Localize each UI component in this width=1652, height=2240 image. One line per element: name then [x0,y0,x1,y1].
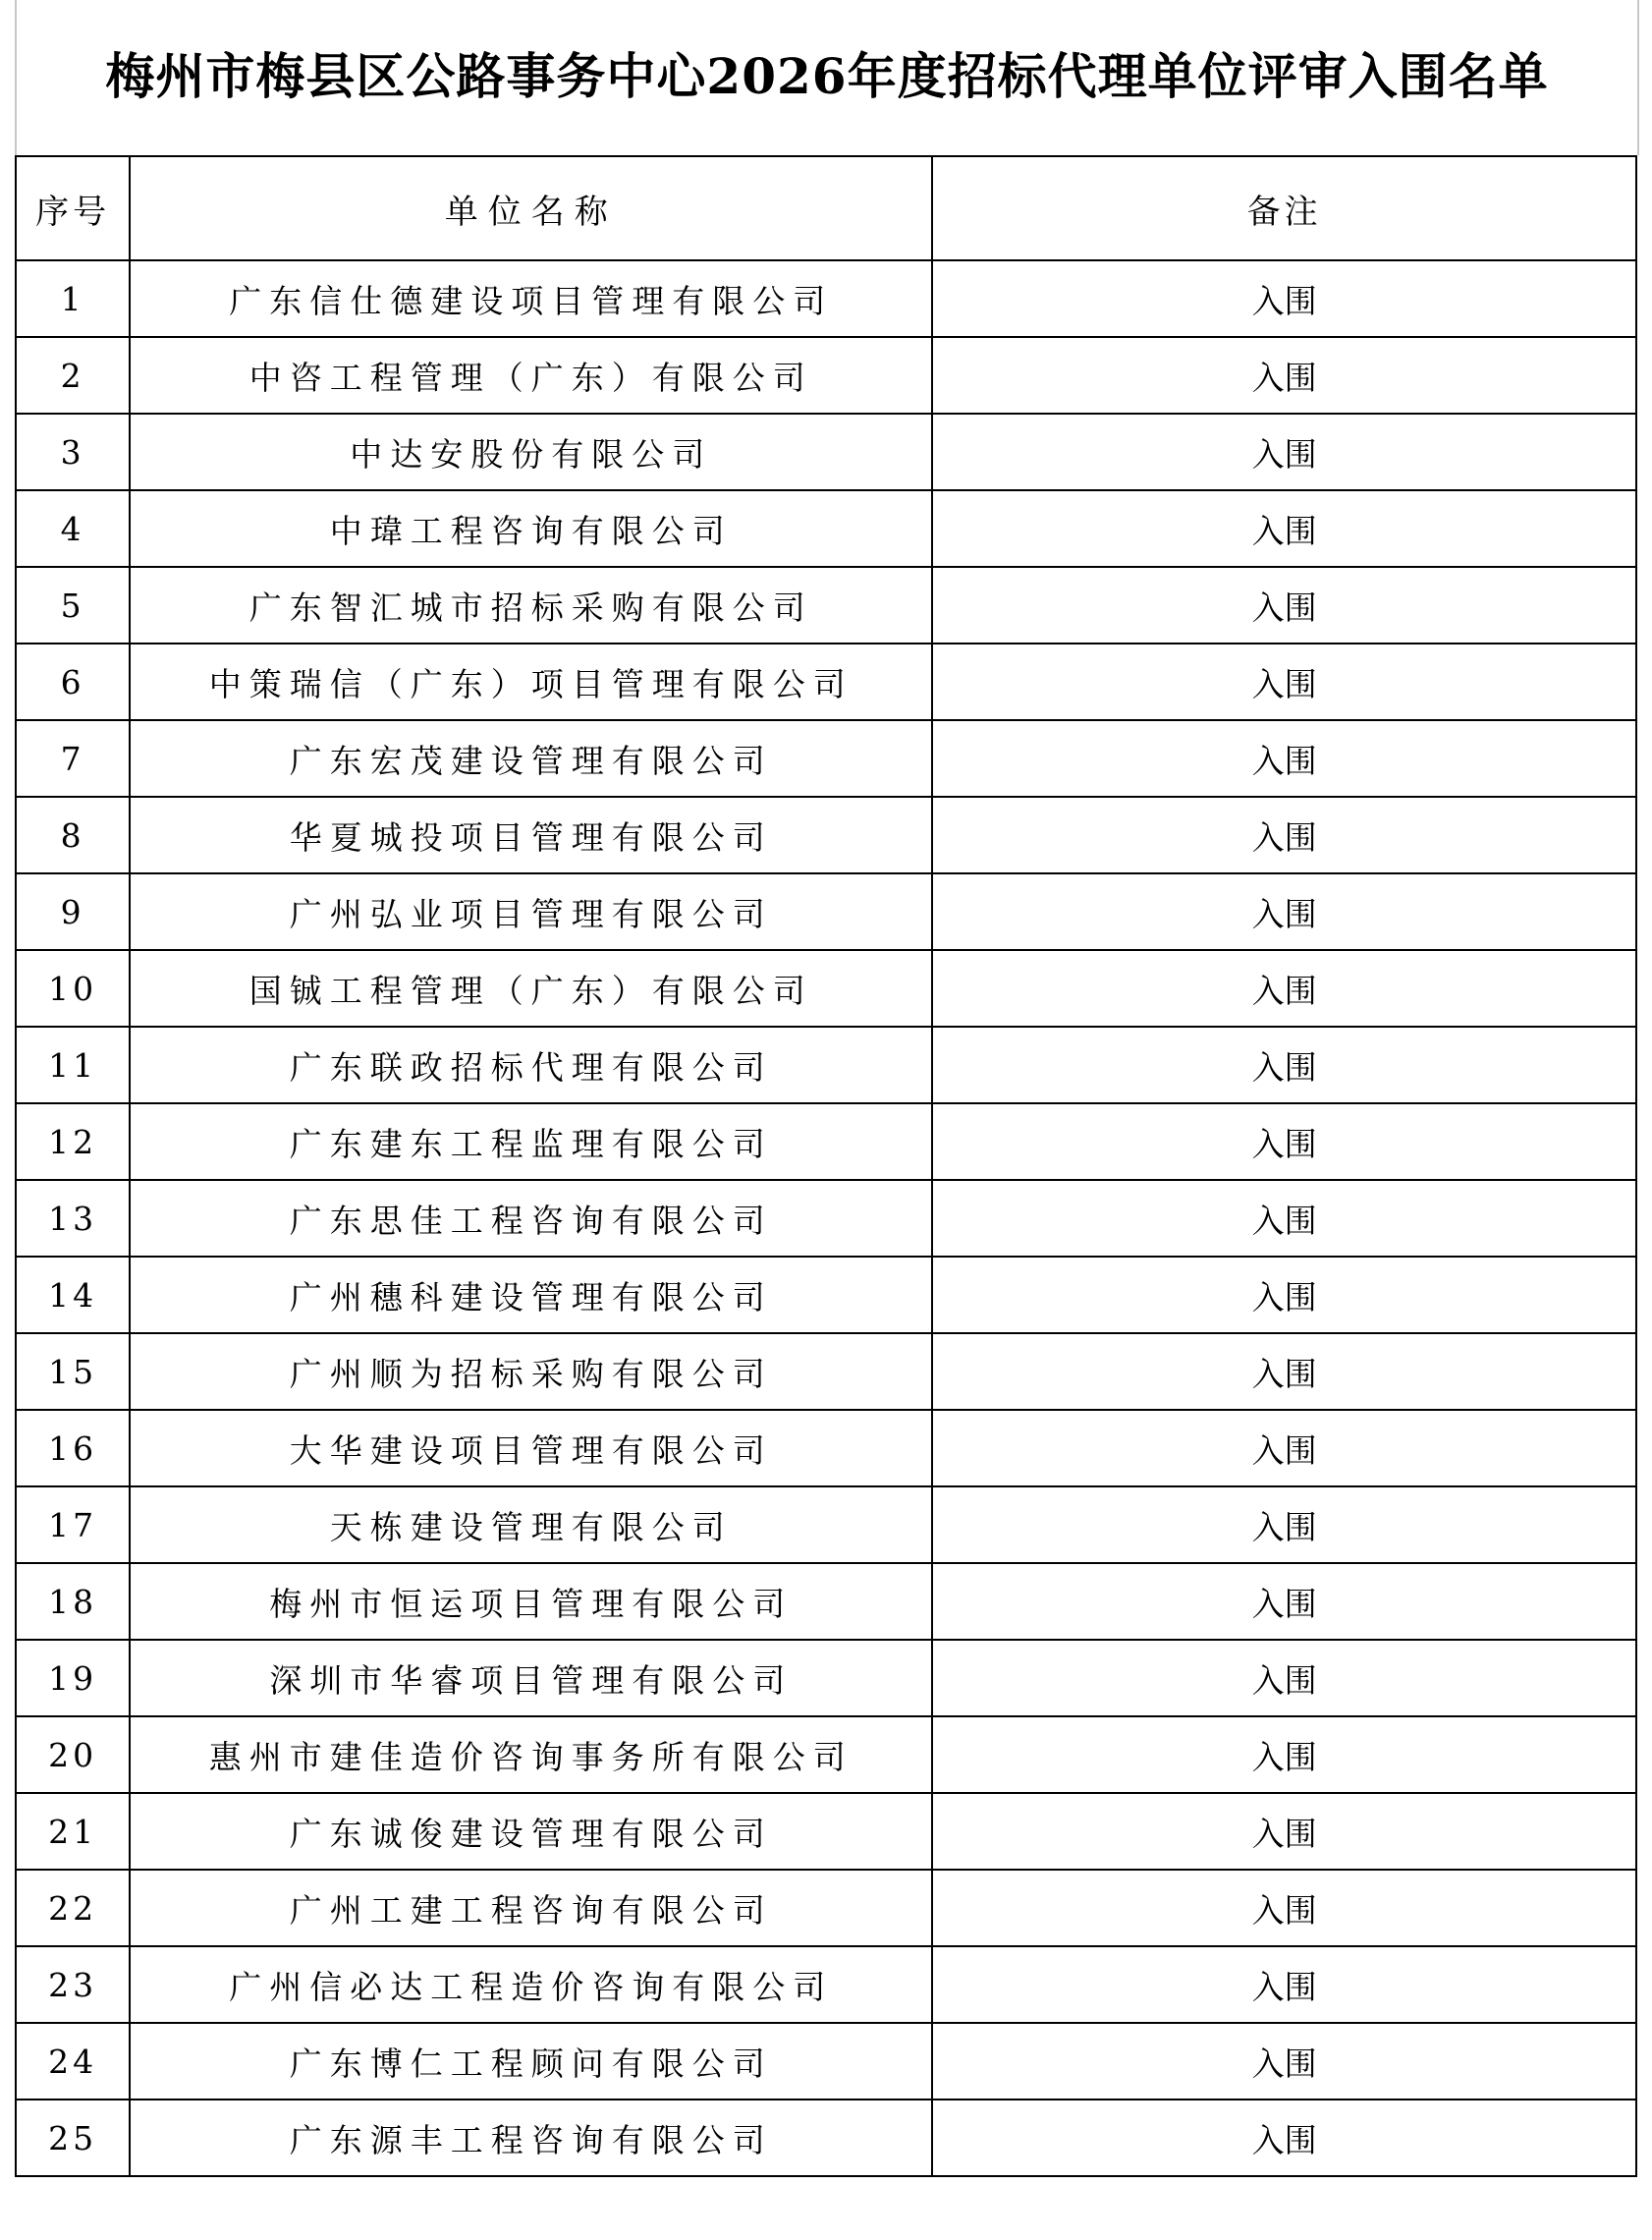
table-row [16,797,1636,873]
unit-name-cell: 广东信仕德建设项目管理有限公司 [130,260,932,337]
remarks-cell: 入围 [932,1486,1636,1563]
remarks-cell: 入围 [932,644,1636,720]
serial-number-cell: 2 [16,337,130,414]
unit-name-cell: 中咨工程管理（广东）有限公司 [130,337,932,414]
unit-name-cell: 广州工建工程咨询有限公司 [130,1870,932,1946]
remarks-cell: 入围 [932,873,1636,950]
remarks-cell: 入围 [932,260,1636,337]
table-row [16,1640,1636,1716]
serial-number-cell: 5 [16,567,130,644]
table-row [16,1333,1636,1410]
serial-number-cell: 14 [16,1257,130,1333]
unit-name-cell: 广州信必达工程造价咨询有限公司 [130,1946,932,2023]
unit-name-cell: 广东诚俊建设管理有限公司 [130,1793,932,1870]
unit-name-cell: 广州弘业项目管理有限公司 [130,873,932,950]
serial-number-cell: 19 [16,1640,130,1716]
remarks-cell: 入围 [932,1640,1636,1716]
shortlist-table [15,155,1637,2177]
table-row [16,337,1636,414]
header-row [16,156,1636,260]
serial-number-cell: 15 [16,1333,130,1410]
table-row [16,644,1636,720]
table-row [16,873,1636,950]
document-sheet [15,0,1637,2230]
table-row [16,567,1636,644]
serial-number-cell: 24 [16,2023,130,2100]
remarks-cell: 入围 [932,1563,1636,1640]
serial-number-cell: 23 [16,1946,130,2023]
table-row [16,2100,1636,2176]
header-unit-name: 单位名称 [130,156,932,260]
serial-number-cell: 3 [16,414,130,490]
remarks-cell: 入围 [932,567,1636,644]
table-body [16,260,1636,2176]
unit-name-cell: 惠州市建佳造价咨询事务所有限公司 [130,1716,932,1793]
table-row [16,1103,1636,1180]
table-row [16,1563,1636,1640]
unit-name-cell: 广东宏茂建设管理有限公司 [130,720,932,797]
unit-name-cell: 梅州市恒运项目管理有限公司 [130,1563,932,1640]
remarks-cell: 入围 [932,1103,1636,1180]
serial-number-cell: 16 [16,1410,130,1486]
serial-number-cell: 17 [16,1486,130,1563]
remarks-cell: 入围 [932,720,1636,797]
unit-name-cell: 大华建设项目管理有限公司 [130,1410,932,1486]
unit-name-cell: 广东联政招标代理有限公司 [130,1027,932,1103]
serial-number-cell: 20 [16,1716,130,1793]
remarks-cell: 入围 [932,950,1636,1027]
remarks-cell: 入围 [932,1180,1636,1257]
unit-name-cell: 中达安股份有限公司 [130,414,932,490]
page-title: 梅州市梅县区公路事务中心2026年度招标代理单位评审入围名单 [105,47,1549,105]
serial-number-cell: 25 [16,2100,130,2176]
remarks-cell: 入围 [932,1716,1636,1793]
unit-name-cell: 深圳市华睿项目管理有限公司 [130,1640,932,1716]
table-row [16,720,1636,797]
table-row [16,1027,1636,1103]
table-row [16,1946,1636,2023]
table-row [16,1793,1636,1870]
unit-name-cell: 华夏城投项目管理有限公司 [130,797,932,873]
remarks-cell: 入围 [932,1257,1636,1333]
unit-name-cell: 中策瑞信（广东）项目管理有限公司 [130,644,932,720]
header-serial-number: 序号 [16,156,130,260]
remarks-cell: 入围 [932,1793,1636,1870]
remarks-cell: 入围 [932,490,1636,567]
unit-name-cell: 广州顺为招标采购有限公司 [130,1333,932,1410]
unit-name-cell: 中瑋工程咨询有限公司 [130,490,932,567]
serial-number-cell: 10 [16,950,130,1027]
remarks-cell: 入围 [932,1870,1636,1946]
serial-number-cell: 9 [16,873,130,950]
remarks-cell: 入围 [932,414,1636,490]
serial-number-cell: 4 [16,490,130,567]
unit-name-cell: 广州穗科建设管理有限公司 [130,1257,932,1333]
table-row [16,1180,1636,1257]
remarks-cell: 入围 [932,1333,1636,1410]
unit-name-cell: 广东博仁工程顾问有限公司 [130,2023,932,2100]
unit-name-cell: 国铖工程管理（广东）有限公司 [130,950,932,1027]
serial-number-cell: 8 [16,797,130,873]
table-row [16,950,1636,1027]
remarks-cell: 入围 [932,797,1636,873]
remarks-cell: 入围 [932,2100,1636,2176]
title-cell [15,0,1639,155]
table-row [16,1870,1636,1946]
remarks-cell: 入围 [932,1410,1636,1486]
unit-name-cell: 广东智汇城市招标采购有限公司 [130,567,932,644]
remarks-cell: 入围 [932,337,1636,414]
serial-number-cell: 18 [16,1563,130,1640]
serial-number-cell: 22 [16,1870,130,1946]
unit-name-cell: 广东建东工程监理有限公司 [130,1103,932,1180]
serial-number-cell: 6 [16,644,130,720]
serial-number-cell: 13 [16,1180,130,1257]
serial-number-cell: 1 [16,260,130,337]
unit-name-cell: 天栋建设管理有限公司 [130,1486,932,1563]
table-header [16,156,1636,260]
unit-name-cell: 广东源丰工程咨询有限公司 [130,2100,932,2176]
table-row [16,1410,1636,1486]
table-row [16,2023,1636,2100]
remarks-cell: 入围 [932,2023,1636,2100]
remarks-cell: 入围 [932,1027,1636,1103]
table-row [16,490,1636,567]
table-row [16,414,1636,490]
unit-name-cell: 广东思佳工程咨询有限公司 [130,1180,932,1257]
table-row [16,1486,1636,1563]
table-row [16,1257,1636,1333]
serial-number-cell: 12 [16,1103,130,1180]
serial-number-cell: 11 [16,1027,130,1103]
remarks-cell: 入围 [932,1946,1636,2023]
serial-number-cell: 7 [16,720,130,797]
table-row [16,1716,1636,1793]
serial-number-cell: 21 [16,1793,130,1870]
table-row [16,260,1636,337]
header-remarks: 备注 [932,156,1636,260]
